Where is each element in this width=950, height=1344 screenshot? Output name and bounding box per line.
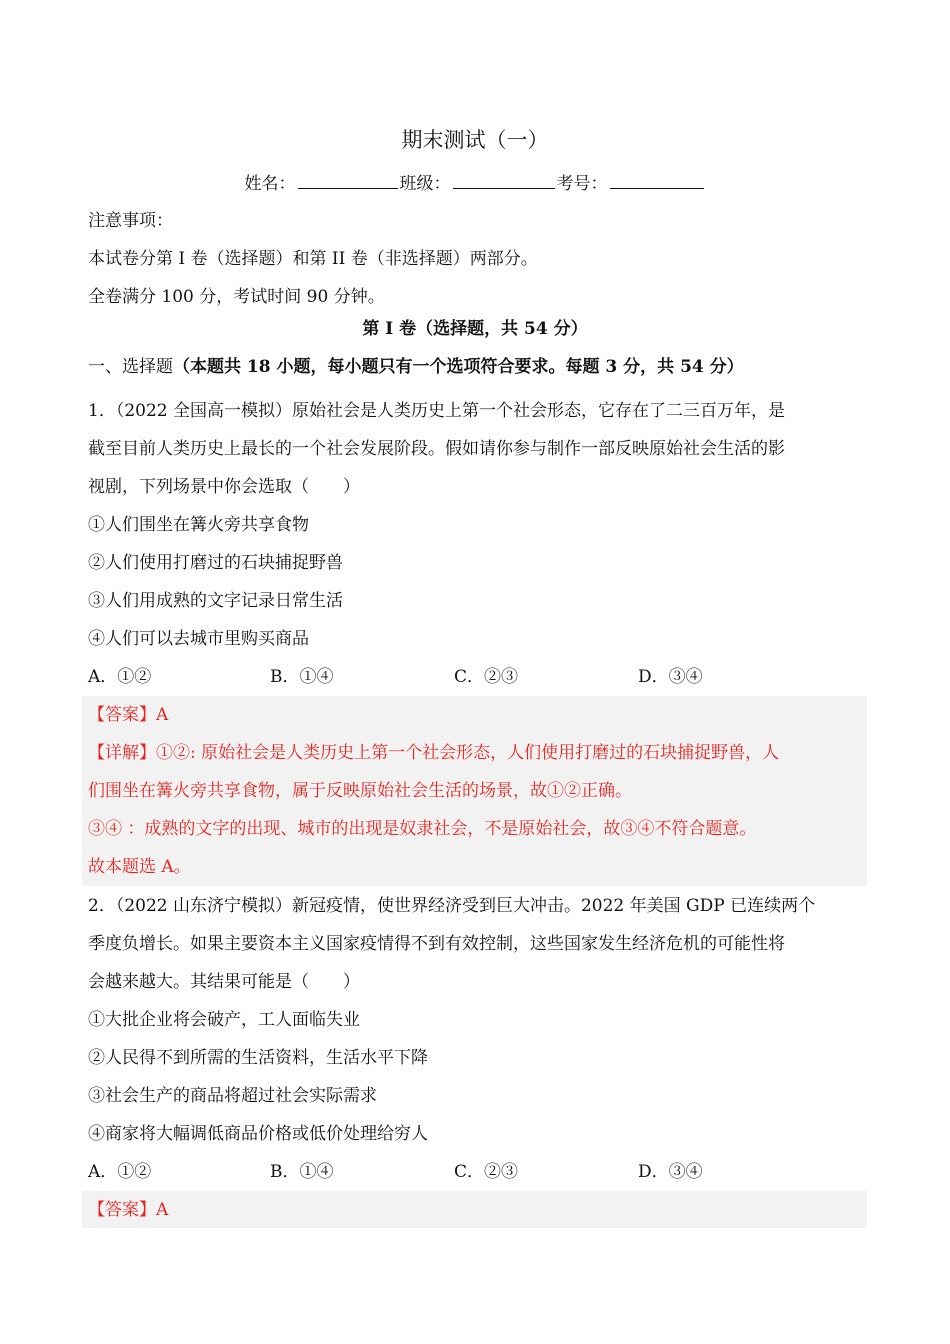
q1-item-4: ④人们可以去城市里购买商品	[88, 629, 309, 649]
page-title: 期末测试（一）	[401, 128, 549, 152]
class-blank	[453, 172, 555, 189]
q1-stem-line-2: 截至目前人类历史上最长的一个社会发展阶段。假如请你参与制作一部反映原始社会生活的影	[88, 439, 785, 459]
notes-line-1: 本试卷分第 I 卷（选择题）和第 II 卷（非选择题）两部分。	[88, 249, 538, 269]
q2-option-c: C．②③	[454, 1162, 519, 1182]
q1-option-d: D．③④	[638, 667, 703, 687]
q2-item-2: ②人民得不到所需的生活资料，生活水平下降	[88, 1048, 428, 1068]
q1-stem-line-1: 1．（2022 全国高一模拟）原始社会是人类历史上第一个社会形态，它存在了二三百万年，是	[88, 401, 785, 421]
section-instruction: （本题共 18 小题，每小题只有一个选项符合要求。每题 3 分，共 54 分）	[173, 357, 744, 377]
q1-item-3: ③人们用成熟的文字记录日常生活	[88, 591, 343, 611]
name-label: 姓名：	[244, 174, 296, 194]
q1-stem-line-3: 视剧，下列场景中你会选取（ ）	[88, 477, 360, 497]
id-label: 考号：	[556, 174, 608, 194]
q2-stem-line-3: 会越来越大。其结果可能是（ ）	[88, 972, 360, 992]
id-blank	[610, 172, 704, 189]
q1-item-1: ①人们围坐在篝火旁共享食物	[88, 515, 309, 535]
q1-explain-line-3: ③④ ：成熟的文字的出现、城市的出现是奴隶社会，不是原始社会，故③④不符合题意。	[88, 819, 757, 839]
student-info-line	[0, 172, 950, 195]
q2-stem-line-2: 季度负增长。如果主要资本主义国家疫情得不到有效控制，这些国家发生经济危机的可能性将	[88, 934, 785, 954]
volume-title: 第 I 卷（选择题，共 54 分）	[362, 319, 588, 339]
notes-heading: 注意事项：	[88, 211, 173, 231]
q1-option-a: A．①②	[88, 667, 152, 687]
q2-stem-line-1: 2．（2022 山东济宁模拟）新冠疫情，使世界经济受到巨大冲击。2022 年美国 GDP 已连续两个	[88, 896, 816, 916]
q1-option-c: C．②③	[454, 667, 519, 687]
q2-item-3: ③社会生产的商品将超过社会实际需求	[88, 1086, 377, 1106]
q1-explain-line-4: 故本题选 A。	[88, 857, 191, 877]
q2-item-1: ①大批企业将会破产，工人面临失业	[88, 1010, 360, 1030]
q1-item-2: ②人们使用打磨过的石块捕捉野兽	[88, 553, 343, 573]
q1-option-b: B．①④	[270, 667, 334, 687]
q2-option-a: A．①②	[88, 1162, 152, 1182]
section-heading	[88, 356, 868, 378]
class-label: 班级：	[399, 174, 451, 194]
q1-answer: 【答案】A	[88, 705, 169, 725]
q2-option-d: D．③④	[638, 1162, 703, 1182]
notes-line-2: 全卷满分 100 分，考试时间 90 分钟。	[88, 287, 385, 307]
q1-explain-line-2: 们围坐在篝火旁共享食物，属于反映原始社会生活的场景，故①②正确。	[88, 781, 632, 801]
name-blank	[298, 172, 398, 189]
q2-option-b: B．①④	[270, 1162, 334, 1182]
q2-answer: 【答案】A	[88, 1200, 169, 1220]
q2-item-4: ④商家将大幅调低商品价格或低价处理给穷人	[88, 1124, 428, 1144]
section-prefix: 一、选择题	[88, 357, 173, 377]
q1-explain-line-1: 【详解】①②: 原始社会是人类历史上第一个社会形态，人们使用打磨过的石块捕捉野兽，人	[88, 743, 780, 763]
